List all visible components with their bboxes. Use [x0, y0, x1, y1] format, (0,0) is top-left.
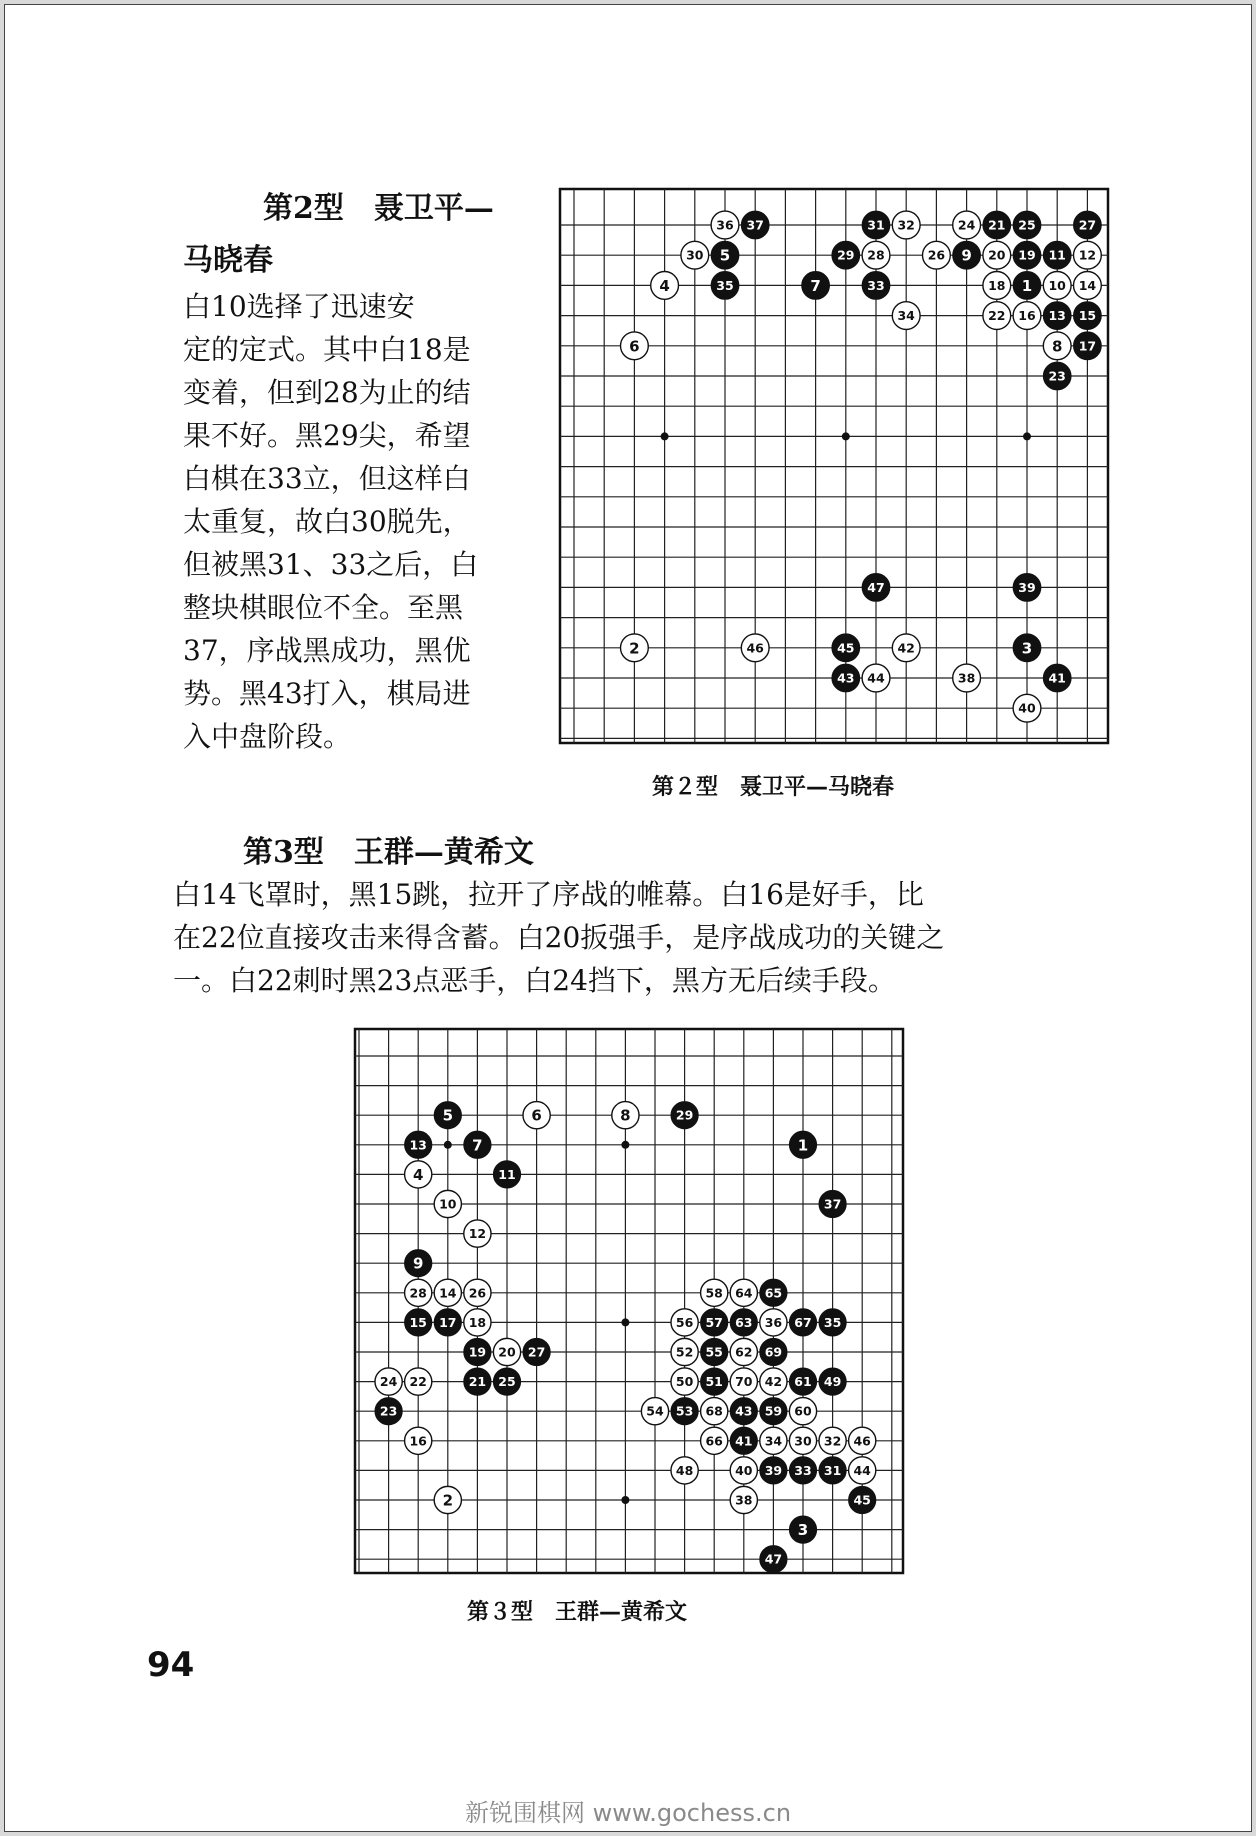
section2-text-line: 入中盘阶段。	[183, 720, 352, 753]
white-stone	[701, 1398, 728, 1425]
move-number: 15	[409, 1314, 427, 1330]
section2-text-line: 变着，但到28为止的结	[183, 376, 471, 409]
black-stone	[730, 1427, 757, 1454]
move-number: 45	[853, 1492, 871, 1508]
move-number: 31	[867, 217, 885, 233]
move-number: 32	[823, 1433, 842, 1449]
move-number: 43	[837, 670, 855, 686]
move-number: 24	[957, 217, 976, 233]
white-stone	[862, 664, 890, 692]
white-stone	[612, 1102, 639, 1129]
black-stone	[434, 1309, 461, 1336]
move-number: 58	[705, 1285, 723, 1301]
white-stone	[1043, 332, 1071, 360]
white-stone	[641, 1398, 668, 1425]
move-number: 37	[823, 1196, 842, 1212]
black-stone	[493, 1368, 520, 1395]
move-number: 35	[823, 1314, 842, 1330]
section3-heading: 第3型 王群—黄希文	[243, 835, 534, 870]
move-number: 46	[853, 1433, 871, 1449]
black-stone	[464, 1338, 491, 1365]
move-number: 1	[797, 1136, 809, 1155]
black-stone	[730, 1398, 757, 1425]
black-stone	[1043, 664, 1071, 692]
go-board-3	[353, 1027, 905, 1575]
white-stone	[464, 1220, 491, 1247]
black-stone	[711, 272, 739, 300]
move-number: 22	[988, 308, 1006, 324]
white-stone	[711, 211, 739, 239]
move-number: 48	[675, 1462, 694, 1478]
move-number: 1	[1021, 276, 1033, 295]
white-stone	[434, 1486, 461, 1513]
move-number: 31	[823, 1462, 842, 1478]
white-stone	[730, 1368, 757, 1395]
move-number: 15	[1078, 308, 1097, 324]
move-number: 44	[853, 1462, 871, 1478]
move-number: 8	[620, 1106, 631, 1125]
white-stone	[983, 241, 1011, 269]
black-stone	[405, 1131, 432, 1158]
move-number: 24	[379, 1374, 398, 1390]
star-point	[842, 432, 850, 440]
black-stone	[789, 1457, 816, 1484]
move-number: 20	[988, 247, 1006, 263]
star-point	[444, 1141, 452, 1149]
move-number: 26	[468, 1285, 487, 1301]
move-number: 46	[746, 640, 764, 656]
watermark: 新锐围棋网 www.gochess.cn	[464, 1799, 792, 1827]
white-stone	[375, 1368, 402, 1395]
black-stone	[789, 1131, 816, 1158]
move-number: 47	[764, 1551, 783, 1567]
white-stone	[862, 241, 890, 269]
black-stone	[1013, 241, 1041, 269]
move-number: 14	[1078, 277, 1097, 293]
move-number: 63	[735, 1314, 753, 1330]
move-number: 21	[468, 1374, 487, 1390]
black-stone	[983, 211, 1011, 239]
section2-text-line: 整块棋眼位不全。至黑	[183, 591, 464, 624]
move-number: 10	[439, 1196, 457, 1212]
move-number: 42	[764, 1374, 783, 1390]
star-point	[621, 1318, 629, 1326]
white-stone	[464, 1279, 491, 1306]
white-stone	[1013, 302, 1041, 330]
move-number: 30	[686, 247, 704, 263]
section3-text-line: 在22位直接攻击来得含蓄。白20扳强手，是序战成功的关键之	[173, 921, 945, 954]
move-number: 4	[659, 276, 670, 295]
diagram-3-caption: 第３型 王群—黄希文	[467, 1600, 688, 1625]
move-number: 61	[794, 1374, 812, 1390]
section2-text-line: 白棋在33立，但这样白	[183, 462, 471, 495]
white-stone	[741, 634, 769, 662]
black-stone	[862, 211, 890, 239]
page-number: 94	[147, 1645, 195, 1685]
move-number: 39	[764, 1462, 783, 1478]
white-stone	[953, 211, 981, 239]
move-number: 45	[837, 640, 855, 656]
move-number: 29	[675, 1107, 694, 1123]
star-point	[1023, 432, 1031, 440]
white-stone	[621, 634, 649, 662]
black-stone	[1043, 362, 1071, 390]
move-number: 6	[629, 337, 640, 356]
black-stone	[375, 1398, 402, 1425]
black-stone	[760, 1398, 787, 1425]
move-number: 28	[867, 247, 885, 263]
black-stone	[523, 1338, 550, 1365]
black-stone	[1043, 241, 1071, 269]
move-number: 41	[735, 1433, 753, 1449]
white-stone	[405, 1427, 432, 1454]
black-stone	[493, 1161, 520, 1188]
black-stone	[464, 1368, 491, 1395]
move-number: 9	[412, 1254, 424, 1273]
black-stone	[849, 1486, 876, 1513]
black-stone	[701, 1309, 728, 1336]
black-stone	[1043, 302, 1071, 330]
section2-text-line: 白10选择了迅速安	[183, 290, 415, 323]
move-number: 18	[468, 1314, 487, 1330]
black-stone	[671, 1102, 698, 1129]
black-stone	[819, 1309, 846, 1336]
move-number: 38	[957, 670, 976, 686]
move-number: 5	[719, 246, 731, 265]
section3-text-line: 一。白22刺时黑23点恶手，白24挡下，黑方无后续手段。	[173, 964, 896, 997]
move-number: 4	[412, 1165, 424, 1184]
move-number: 62	[735, 1344, 753, 1360]
move-number: 25	[1018, 217, 1036, 233]
move-number: 33	[867, 277, 885, 293]
section2-text-line: 37，序战黑成功，黑优	[183, 634, 471, 667]
black-stone	[789, 1309, 816, 1336]
move-number: 19	[1018, 247, 1036, 263]
black-stone	[760, 1546, 787, 1573]
white-stone	[434, 1279, 461, 1306]
move-number: 47	[867, 579, 885, 595]
white-stone	[923, 241, 951, 269]
black-stone	[862, 574, 890, 602]
white-stone	[701, 1427, 728, 1454]
diagram-2	[558, 187, 1110, 749]
white-stone	[789, 1398, 816, 1425]
move-number: 34	[897, 308, 915, 324]
white-stone	[760, 1427, 787, 1454]
white-stone	[983, 302, 1011, 330]
black-stone	[1074, 302, 1102, 330]
move-number: 11	[498, 1166, 516, 1182]
move-number: 27	[527, 1344, 546, 1360]
move-number: 44	[867, 670, 885, 686]
move-number: 37	[746, 217, 764, 233]
move-number: 35	[716, 277, 734, 293]
diagram-2-caption: 第２型 聂卫平—马晓春	[652, 775, 895, 800]
move-number: 36	[764, 1314, 783, 1330]
section2-heading-cont: 马晓春	[183, 243, 273, 278]
black-stone	[819, 1368, 846, 1395]
section2-text-line: 定的定式。其中白18是	[183, 333, 471, 366]
black-stone	[832, 241, 860, 269]
black-stone	[464, 1131, 491, 1158]
white-stone	[621, 332, 649, 360]
star-point	[621, 1141, 629, 1149]
move-number: 12	[1078, 247, 1097, 263]
move-number: 32	[897, 217, 915, 233]
white-stone	[819, 1427, 846, 1454]
white-stone	[849, 1457, 876, 1484]
white-stone	[464, 1309, 491, 1336]
white-stone	[892, 211, 920, 239]
white-stone	[1043, 272, 1071, 300]
black-stone	[789, 1516, 816, 1543]
section2-text-line: 但被黑31、33之后，白	[183, 548, 479, 581]
black-stone	[405, 1250, 432, 1277]
white-stone	[1074, 272, 1102, 300]
move-number: 29	[837, 247, 855, 263]
move-number: 39	[1018, 579, 1036, 595]
move-number: 13	[409, 1137, 427, 1153]
white-stone	[671, 1309, 698, 1336]
move-number: 53	[675, 1403, 694, 1419]
move-number: 33	[794, 1462, 812, 1478]
move-number: 3	[797, 1521, 809, 1540]
move-number: 17	[439, 1314, 457, 1330]
black-stone	[434, 1102, 461, 1129]
move-number: 3	[1021, 639, 1033, 658]
move-number: 20	[498, 1344, 516, 1360]
black-stone	[760, 1338, 787, 1365]
black-stone	[741, 211, 769, 239]
move-number: 57	[705, 1314, 723, 1330]
move-number: 23	[379, 1403, 398, 1419]
move-number: 69	[764, 1344, 783, 1360]
move-number: 43	[735, 1403, 753, 1419]
white-stone	[405, 1161, 432, 1188]
move-number: 60	[794, 1403, 812, 1419]
black-stone	[760, 1457, 787, 1484]
white-stone	[760, 1368, 787, 1395]
black-stone	[819, 1457, 846, 1484]
move-number: 21	[988, 217, 1006, 233]
black-stone	[832, 664, 860, 692]
move-number: 41	[1048, 670, 1066, 686]
move-number: 14	[439, 1285, 457, 1301]
black-stone	[802, 272, 830, 300]
black-stone	[701, 1338, 728, 1365]
black-stone	[760, 1279, 787, 1306]
move-number: 16	[409, 1433, 427, 1449]
move-number: 26	[927, 247, 946, 263]
black-stone	[789, 1368, 816, 1395]
star-point	[621, 1496, 629, 1504]
move-number: 56	[675, 1314, 694, 1330]
section2-text-line: 果不好。黑29尖，希望	[183, 419, 471, 452]
white-stone	[681, 241, 709, 269]
move-number: 17	[1078, 338, 1097, 354]
white-stone	[730, 1457, 757, 1484]
move-number: 49	[823, 1374, 842, 1390]
black-stone	[1013, 574, 1041, 602]
white-stone	[1013, 694, 1041, 722]
black-stone	[1013, 211, 1041, 239]
white-stone	[671, 1368, 698, 1395]
move-number: 40	[735, 1462, 753, 1478]
move-number: 68	[705, 1403, 723, 1419]
move-number: 2	[629, 639, 640, 658]
move-number: 6	[531, 1106, 542, 1125]
move-number: 30	[794, 1433, 812, 1449]
white-stone	[671, 1457, 698, 1484]
white-stone	[983, 272, 1011, 300]
white-stone	[730, 1338, 757, 1365]
white-stone	[405, 1368, 432, 1395]
move-number: 67	[794, 1314, 812, 1330]
move-number: 52	[675, 1344, 694, 1360]
section3-text	[173, 873, 1103, 1002]
move-number: 65	[764, 1285, 783, 1301]
black-stone	[1074, 211, 1102, 239]
white-stone	[789, 1427, 816, 1454]
book-page	[4, 4, 1252, 1832]
move-number: 10	[1048, 277, 1066, 293]
move-number: 2	[442, 1491, 454, 1510]
star-point	[661, 432, 669, 440]
move-number: 7	[472, 1136, 483, 1155]
go-board-2	[558, 187, 1110, 745]
diagram-3	[353, 1027, 905, 1579]
section2-heading: 第2型 聂卫平—	[263, 191, 494, 226]
move-number: 5	[442, 1106, 454, 1125]
black-stone	[701, 1368, 728, 1395]
move-number: 12	[468, 1226, 487, 1242]
section2-text-line: 太重复，故白30脱先，	[183, 505, 471, 538]
move-number: 66	[705, 1433, 723, 1449]
black-stone	[730, 1309, 757, 1336]
black-stone	[862, 272, 890, 300]
white-stone	[405, 1279, 432, 1306]
black-stone	[819, 1190, 846, 1217]
move-number: 25	[498, 1374, 516, 1390]
move-number: 70	[735, 1374, 753, 1390]
white-stone	[1074, 241, 1102, 269]
white-stone	[434, 1190, 461, 1217]
white-stone	[892, 634, 920, 662]
section2-text-line: 势。黑43打入，棋局进	[183, 677, 471, 710]
black-stone	[405, 1309, 432, 1336]
move-number: 22	[409, 1374, 427, 1390]
move-number: 54	[646, 1403, 664, 1419]
move-number: 7	[810, 276, 821, 295]
move-number: 19	[468, 1344, 487, 1360]
move-number: 38	[735, 1492, 753, 1508]
black-stone	[953, 241, 981, 269]
white-stone	[671, 1338, 698, 1365]
white-stone	[730, 1279, 757, 1306]
move-number: 13	[1048, 308, 1066, 324]
black-stone	[1074, 332, 1102, 360]
section3-text-line: 白14飞罩时，黑15跳，拉开了序战的帷幕。白16是好手，比	[173, 878, 924, 911]
move-number: 42	[897, 640, 915, 656]
white-stone	[892, 302, 920, 330]
move-number: 8	[1051, 337, 1063, 356]
white-stone	[701, 1279, 728, 1306]
black-stone	[832, 634, 860, 662]
section2-text	[183, 285, 538, 758]
move-number: 11	[1048, 247, 1066, 263]
white-stone	[760, 1309, 787, 1336]
white-stone	[730, 1486, 757, 1513]
move-number: 55	[705, 1344, 723, 1360]
white-stone	[849, 1427, 876, 1454]
black-stone	[671, 1398, 698, 1425]
move-number: 34	[764, 1433, 783, 1449]
black-stone	[1013, 634, 1041, 662]
white-stone	[493, 1338, 520, 1365]
move-number: 40	[1018, 700, 1036, 716]
black-stone	[1013, 272, 1041, 300]
move-number: 23	[1048, 368, 1066, 384]
move-number: 18	[988, 277, 1006, 293]
move-number: 36	[716, 217, 734, 233]
move-number: 27	[1078, 217, 1097, 233]
move-number: 50	[675, 1374, 694, 1390]
move-number: 64	[735, 1285, 753, 1301]
move-number: 16	[1018, 308, 1036, 324]
white-stone	[953, 664, 981, 692]
move-number: 59	[764, 1403, 783, 1419]
white-stone	[651, 272, 679, 300]
white-stone	[523, 1102, 550, 1129]
move-number: 51	[705, 1374, 723, 1390]
black-stone	[711, 241, 739, 269]
move-number: 9	[961, 246, 972, 265]
move-number: 28	[409, 1285, 427, 1301]
